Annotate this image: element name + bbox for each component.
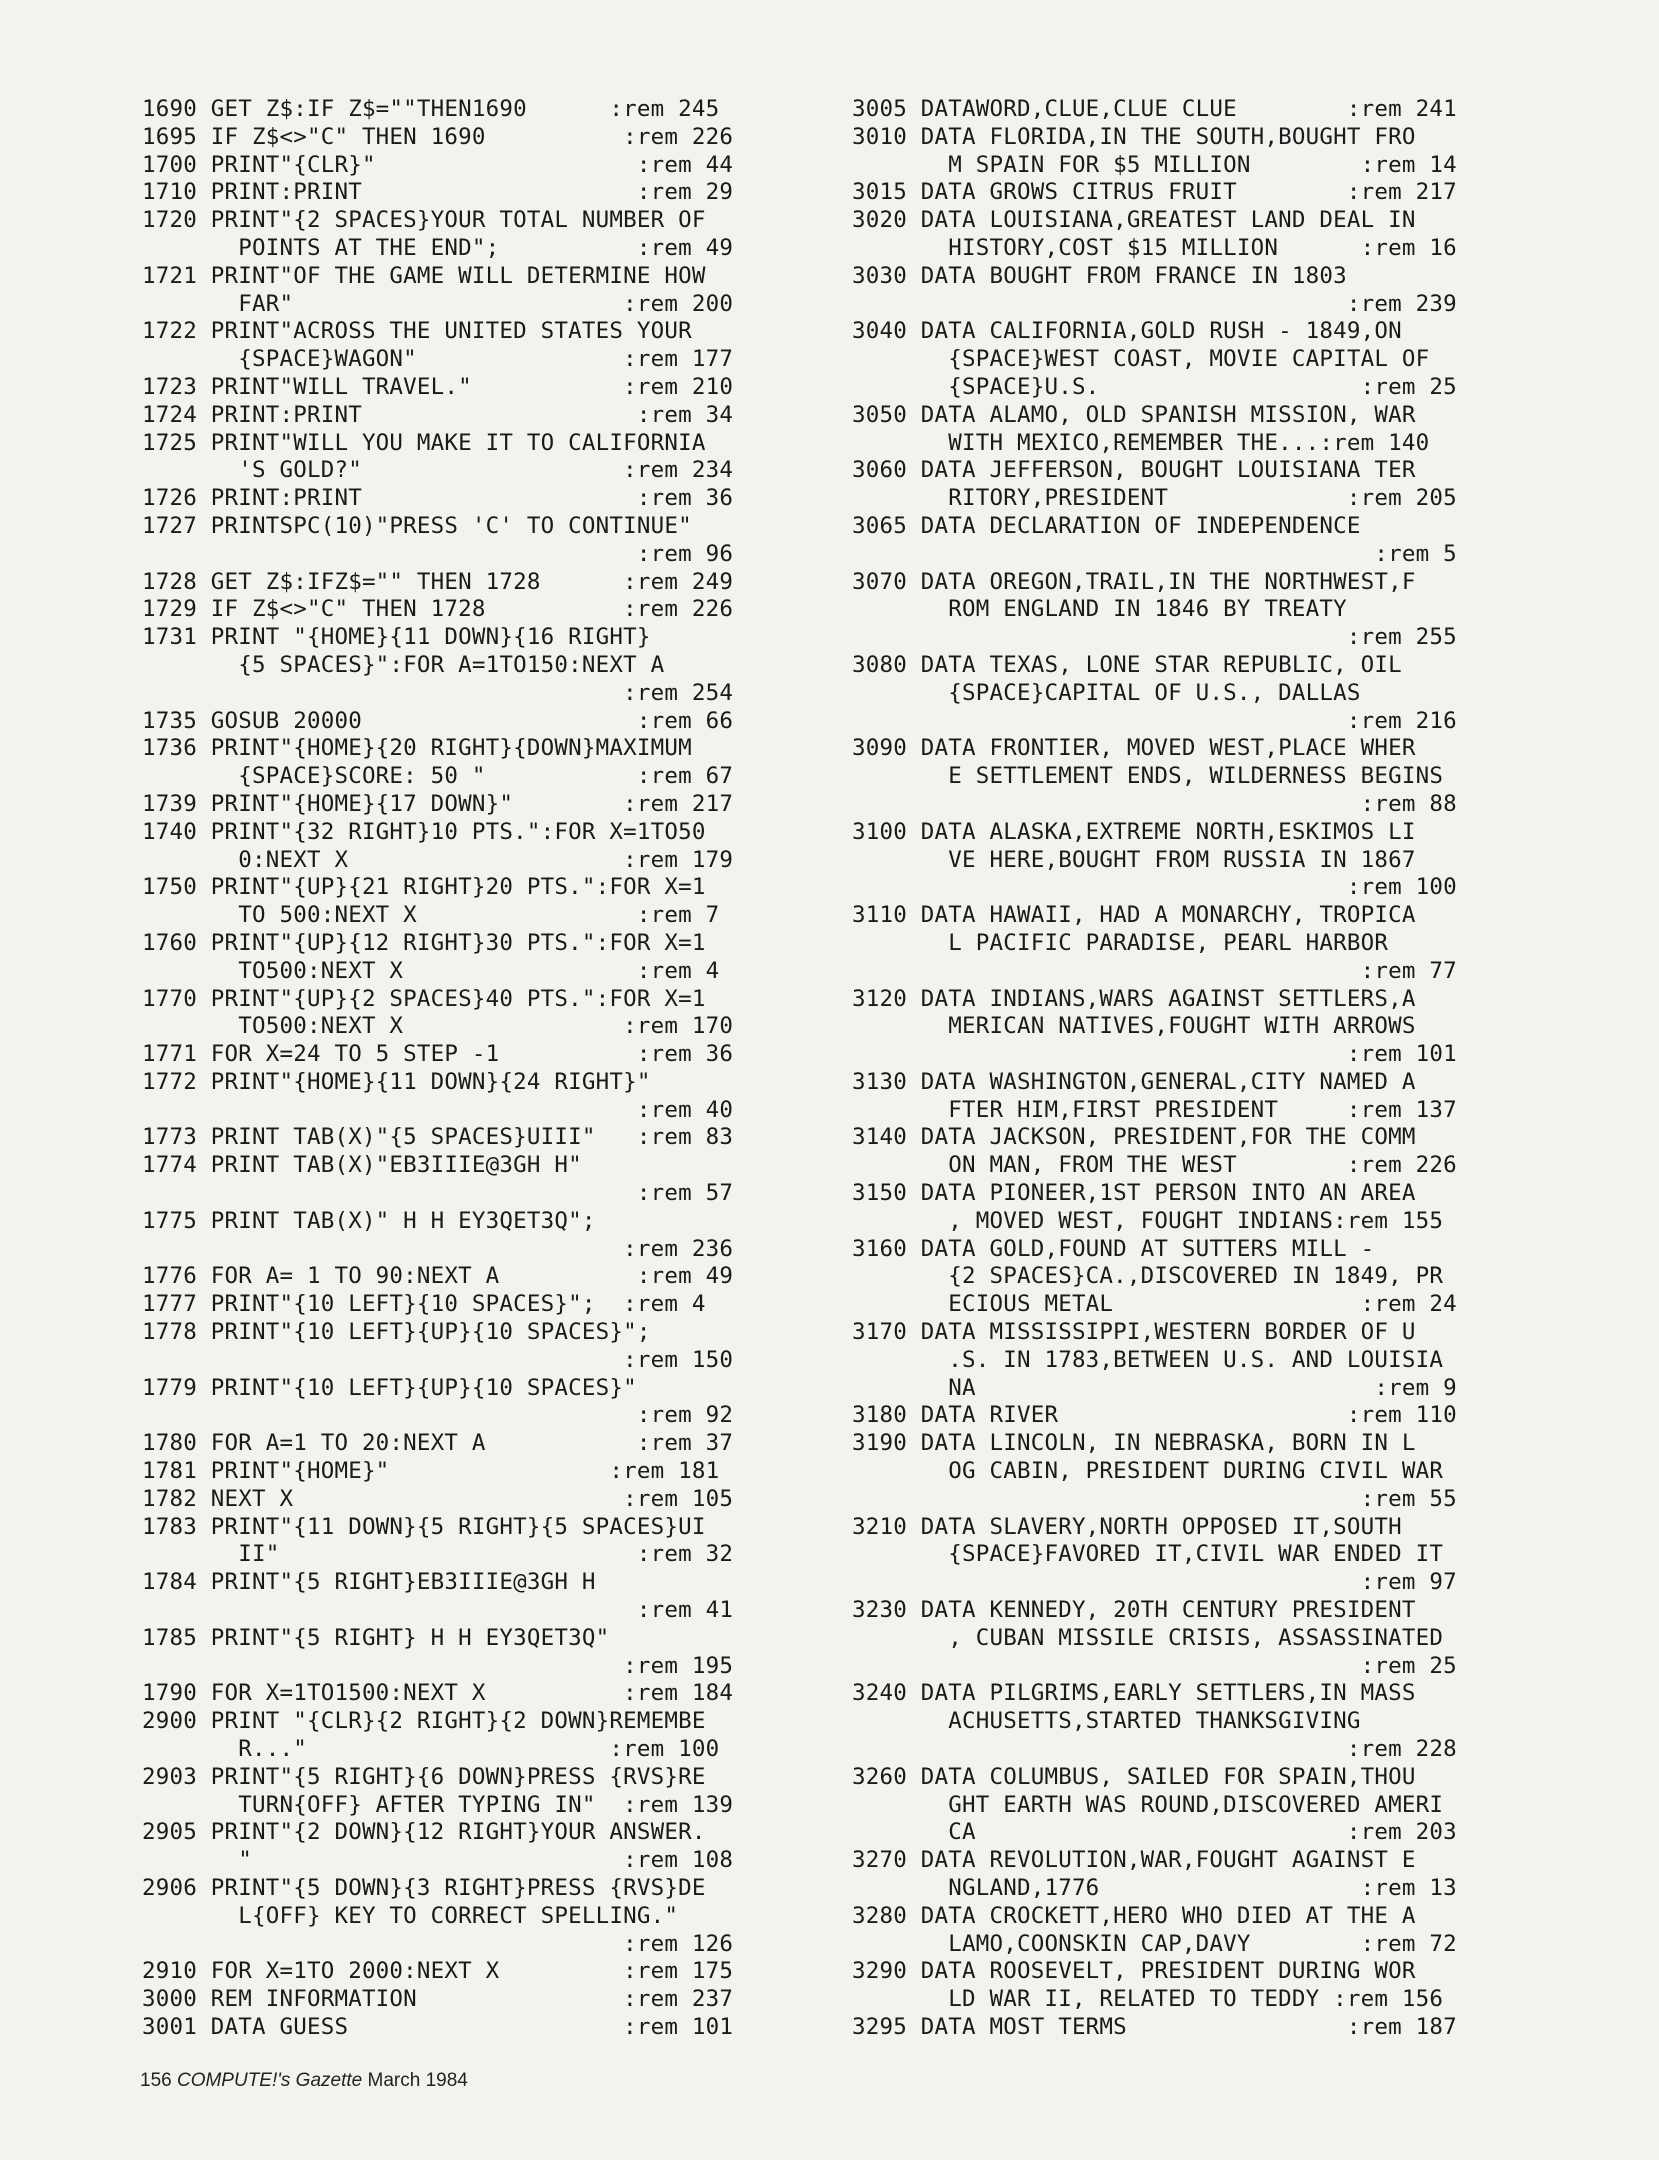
code-line: , MOVED WEST, FOUGHT INDIANS:rem 155	[852, 1207, 1444, 1234]
code-line: ECIOUS METAL :rem 24	[852, 1291, 1457, 1318]
code-line: 3290 DATA ROOSEVELT, PRESIDENT DURING WOR	[852, 1958, 1416, 1985]
code-line: R..." :rem 100	[142, 1736, 720, 1763]
code-line: 0:NEXT X :rem 179	[142, 846, 734, 873]
code-line: 3140 DATA JACKSON, PRESIDENT,FOR THE COMM	[852, 1124, 1416, 1151]
code-line: 1740 PRINT"{32 RIGHT}10 PTS.":FOR X=1TO50	[142, 818, 706, 845]
code-line: {SPACE}U.S. :rem 25	[852, 373, 1457, 400]
code-line: 1776 FOR A= 1 TO 90:NEXT A :rem 49	[142, 1263, 734, 1290]
code-line: 3080 DATA TEXAS, LONE STAR REPUBLIC, OIL	[852, 651, 1402, 678]
code-line: 3240 DATA PILGRIMS,EARLY SETTLERS,IN MASS	[852, 1680, 1416, 1707]
code-line: ROM ENGLAND IN 1846 BY TREATY	[852, 596, 1347, 623]
code-line: TO500:NEXT X :rem 170	[142, 1013, 734, 1040]
code-line: :rem 100	[852, 874, 1457, 901]
code-line: :rem 96	[142, 540, 734, 567]
code-line: 3160 DATA GOLD,FOUND AT SUTTERS MILL -	[852, 1235, 1375, 1262]
code-line: 1770 PRINT"{UP}{2 SPACES}40 PTS.":FOR X=1	[142, 985, 706, 1012]
code-line: 1736 PRINT"{HOME}{20 RIGHT}{DOWN}MAXIMUM	[142, 735, 692, 762]
code-line: {2 SPACES}CA.,DISCOVERED IN 1849, PR	[852, 1263, 1444, 1290]
code-line: :rem 57	[142, 1180, 734, 1207]
code-line: 'S GOLD?" :rem 234	[142, 457, 734, 484]
code-line: 1777 PRINT"{10 LEFT}{10 SPACES}"; :rem 4	[142, 1291, 706, 1318]
code-line: 3100 DATA ALASKA,EXTREME NORTH,ESKIMOS LI	[852, 818, 1416, 845]
code-line: {SPACE}WEST COAST, MOVIE CAPITAL OF	[852, 346, 1430, 373]
code-line: 1710 PRINT:PRINT :rem 29	[142, 179, 734, 206]
code-line: 3060 DATA JEFFERSON, BOUGHT LOUISIANA TER	[852, 457, 1416, 484]
code-line: 1775 PRINT TAB(X)" H H EY3QET3Q";	[142, 1207, 596, 1234]
code-line: :rem 236	[142, 1235, 734, 1262]
listing-column-right	[852, 96, 1552, 2042]
code-line: 2905 PRINT"{2 DOWN}{12 RIGHT}YOUR ANSWER.	[142, 1819, 706, 1846]
code-line: :rem 239	[852, 290, 1457, 317]
code-line: 1700 PRINT"{CLR}" :rem 44	[142, 151, 734, 178]
code-line: ACHUSETTS,STARTED THANKSGIVING	[852, 1708, 1361, 1735]
code-line: 1721 PRINT"OF THE GAME WILL DETERMINE HOW	[142, 262, 706, 289]
code-line: POINTS AT THE END"; :rem 49	[142, 234, 734, 261]
code-line: {SPACE}CAPITAL OF U.S., DALLAS	[852, 679, 1361, 706]
code-line: TO 500:NEXT X :rem 7	[142, 902, 720, 929]
code-line: 1729 IF Z$<>"C" THEN 1728 :rem 226	[142, 596, 734, 623]
code-line: :rem 101	[852, 1041, 1457, 1068]
code-line: :rem 195	[142, 1652, 734, 1679]
code-line: 1781 PRINT"{HOME}" :rem 181	[142, 1458, 720, 1485]
code-line: :rem 254	[142, 679, 734, 706]
code-line: 1725 PRINT"WILL YOU MAKE IT TO CALIFORNIA	[142, 429, 706, 456]
listing-column-left	[142, 96, 824, 2042]
code-line: :rem 77	[852, 957, 1457, 984]
code-line: 3260 DATA COLUMBUS, SAILED FOR SPAIN,THOU	[852, 1763, 1416, 1790]
code-line: WITH MEXICO,REMEMBER THE...:rem 140	[852, 429, 1430, 456]
code-line: 3170 DATA MISSISSIPPI,WESTERN BORDER OF U	[852, 1319, 1416, 1346]
code-line: :rem 41	[142, 1597, 734, 1624]
code-line: NGLAND,1776 :rem 13	[852, 1875, 1457, 1901]
code-line: CA :rem 203	[852, 1819, 1457, 1846]
code-line: {SPACE}WAGON" :rem 177	[142, 346, 734, 373]
code-line: 3005 DATAWORD,CLUE,CLUE CLUE :rem 241	[852, 96, 1457, 122]
code-line: TO500:NEXT X :rem 4	[142, 957, 720, 984]
code-line: 3110 DATA HAWAII, HAD A MONARCHY, TROPICA	[852, 902, 1416, 929]
code-line: 3065 DATA DECLARATION OF INDEPENDENCE	[852, 512, 1361, 539]
code-line: OG CABIN, PRESIDENT DURING CIVIL WAR	[852, 1458, 1444, 1485]
code-line: 1735 GOSUB 20000 :rem 66	[142, 707, 734, 734]
code-line: 3015 DATA GROWS CITRUS FRUIT :rem 217	[852, 179, 1457, 206]
code-line: .S. IN 1783,BETWEEN U.S. AND LOUISIA	[852, 1346, 1444, 1373]
code-line: 1723 PRINT"WILL TRAVEL." :rem 210	[142, 373, 734, 400]
page-number: 156	[140, 2070, 172, 2091]
code-line: 2903 PRINT"{5 RIGHT}{6 DOWN}PRESS {RVS}RE	[142, 1763, 706, 1790]
code-line: 3120 DATA INDIANS,WARS AGAINST SETTLERS,A	[852, 985, 1416, 1012]
code-line: 1785 PRINT"{5 RIGHT} H H EY3QET3Q"	[142, 1624, 610, 1651]
code-line: {SPACE}FAVORED IT,CIVIL WAR ENDED IT	[852, 1541, 1444, 1568]
code-line: 3150 DATA PIONEER,1ST PERSON INTO AN AREA	[852, 1180, 1416, 1207]
code-line: 1760 PRINT"{UP}{12 RIGHT}30 PTS.":FOR X=1	[142, 929, 706, 956]
code-line: {5 SPACES}":FOR A=1TO150:NEXT A	[142, 651, 665, 678]
code-line: LAMO,COONSKIN CAP,DAVY :rem 72	[852, 1930, 1457, 1957]
code-line: {SPACE}SCORE: 50 " :rem 67	[142, 763, 734, 790]
code-line: 2900 PRINT "{CLR}{2 RIGHT}{2 DOWN}REMEMBE	[142, 1708, 706, 1735]
magazine-title: COMPUTE!'s Gazette	[176, 2070, 363, 2091]
code-line: RITORY,PRESIDENT :rem 205	[852, 485, 1457, 512]
code-line: 3070 DATA OREGON,TRAIL,IN THE NORTHWEST,F	[852, 568, 1416, 595]
code-line: GHT EARTH WAS ROUND,DISCOVERED AMERI	[852, 1791, 1444, 1818]
code-line: 3050 DATA ALAMO, OLD SPANISH MISSION, WAR	[852, 401, 1416, 428]
code-line: 1731 PRINT "{HOME}{11 DOWN}{16 RIGHT}	[142, 624, 651, 651]
code-line: 1695 IF Z$<>"C" THEN 1690 :rem 226	[142, 123, 734, 150]
code-line: 1750 PRINT"{UP}{21 RIGHT}20 PTS.":FOR X=1	[142, 874, 706, 901]
code-line: FAR" :rem 200	[142, 290, 734, 317]
code-line: 2910 FOR X=1TO 2000:NEXT X :rem 175	[142, 1958, 734, 1985]
code-line: :rem 5	[852, 540, 1457, 567]
code-line: 1772 PRINT"{HOME}{11 DOWN}{24 RIGHT}"	[142, 1068, 651, 1095]
code-line: :rem 97	[852, 1569, 1457, 1596]
code-line: 1790 FOR X=1TO1500:NEXT X :rem 184	[142, 1680, 734, 1707]
code-line: FTER HIM,FIRST PRESIDENT :rem 137	[852, 1096, 1457, 1123]
code-line: 3180 DATA RIVER :rem 110	[852, 1402, 1457, 1429]
code-line: 3020 DATA LOUISIANA,GREATEST LAND DEAL IN	[852, 207, 1416, 234]
code-line: 3040 DATA CALIFORNIA,GOLD RUSH - 1849,ON	[852, 318, 1402, 345]
code-line: 2906 PRINT"{5 DOWN}{3 RIGHT}PRESS {RVS}DE	[142, 1875, 706, 1901]
code-line: :rem 126	[142, 1930, 734, 1957]
code-line: 1724 PRINT:PRINT :rem 34	[142, 401, 734, 428]
code-line: L PACIFIC PARADISE, PEARL HARBOR	[852, 929, 1389, 956]
code-line: 1726 PRINT:PRINT :rem 36	[142, 485, 734, 512]
code-line: 3030 DATA BOUGHT FROM FRANCE IN 1803	[852, 262, 1347, 289]
code-line: :rem 55	[852, 1485, 1457, 1512]
code-line: 3230 DATA KENNEDY, 20TH CENTURY PRESIDENT	[852, 1597, 1416, 1624]
code-line: 3295 DATA MOST TERMS :rem 187	[852, 2013, 1457, 2040]
code-line: 1780 FOR A=1 TO 20:NEXT A :rem 37	[142, 1430, 734, 1457]
code-line: ON MAN, FROM THE WEST :rem 226	[852, 1152, 1457, 1179]
code-line: , CUBAN MISSILE CRISIS, ASSASSINATED	[852, 1624, 1444, 1651]
code-line: 1782 NEXT X :rem 105	[142, 1485, 734, 1512]
code-line: 1722 PRINT"ACROSS THE UNITED STATES YOUR	[142, 318, 692, 345]
code-line: LD WAR II, RELATED TO TEDDY :rem 156	[852, 1986, 1444, 2013]
code-line: 3280 DATA CROCKETT,HERO WHO DIED AT THE A	[852, 1902, 1416, 1929]
code-line: 3001 DATA GUESS :rem 101	[142, 2013, 734, 2040]
code-line: :rem 150	[142, 1346, 734, 1373]
code-line: :rem 92	[142, 1402, 734, 1429]
code-line: 3130 DATA WASHINGTON,GENERAL,CITY NAMED A	[852, 1068, 1416, 1095]
code-line: 3010 DATA FLORIDA,IN THE SOUTH,BOUGHT FRO	[852, 123, 1416, 150]
code-line: TURN{OFF} AFTER TYPING IN" :rem 139	[142, 1791, 734, 1818]
code-line: 3190 DATA LINCOLN, IN NEBRASKA, BORN IN L	[852, 1430, 1416, 1457]
code-line: 3090 DATA FRONTIER, MOVED WEST,PLACE WHER	[852, 735, 1416, 762]
code-line: :rem 88	[852, 790, 1457, 817]
code-line: :rem 25	[852, 1652, 1457, 1679]
code-line: MERICAN NATIVES,FOUGHT WITH ARROWS	[852, 1013, 1416, 1040]
code-line: 1728 GET Z$:IFZ$="" THEN 1728 :rem 249	[142, 568, 734, 595]
page-footer	[140, 2070, 468, 2092]
program-listing-right	[852, 96, 1552, 2042]
code-line: 1739 PRINT"{HOME}{17 DOWN}" :rem 217	[142, 790, 734, 817]
code-line: M SPAIN FOR $5 MILLION :rem 14	[852, 151, 1457, 178]
code-line: E SETTLEMENT ENDS, WILDERNESS BEGINS	[852, 763, 1444, 790]
code-line: 1720 PRINT"{2 SPACES}YOUR TOTAL NUMBER OF	[142, 207, 706, 234]
code-line: :rem 228	[852, 1736, 1457, 1763]
code-line: 1774 PRINT TAB(X)"EB3IIIE@3GH H"	[142, 1152, 582, 1179]
code-line: 1784 PRINT"{5 RIGHT}EB3IIIE@3GH H	[142, 1569, 596, 1596]
code-line: NA :rem 9	[852, 1374, 1457, 1401]
program-listing-left	[142, 96, 824, 2042]
code-line: HISTORY,COST $15 MILLION :rem 16	[852, 234, 1457, 261]
code-line: 1783 PRINT"{11 DOWN}{5 RIGHT}{5 SPACES}UI	[142, 1513, 706, 1540]
code-line: II" :rem 32	[142, 1541, 734, 1568]
code-line: 1773 PRINT TAB(X)"{5 SPACES}UIII" :rem 83	[142, 1124, 734, 1151]
code-line: :rem 216	[852, 707, 1457, 734]
code-line: VE HERE,BOUGHT FROM RUSSIA IN 1867	[852, 846, 1416, 873]
code-line: 3210 DATA SLAVERY,NORTH OPPOSED IT,SOUTH	[852, 1513, 1402, 1540]
code-line: 1727 PRINTSPC(10)"PRESS 'C' TO CONTINUE"	[142, 512, 692, 539]
code-line: 3270 DATA REVOLUTION,WAR,FOUGHT AGAINST E	[852, 1847, 1416, 1874]
code-line: 1779 PRINT"{10 LEFT}{UP}{10 SPACES}"	[142, 1374, 637, 1401]
code-line: 3000 REM INFORMATION :rem 237	[142, 1986, 734, 2013]
issue-date: March 1984	[367, 2070, 468, 2091]
code-line: 1778 PRINT"{10 LEFT}{UP}{10 SPACES}";	[142, 1319, 651, 1346]
code-line: 1690 GET Z$:IF Z$=""THEN1690 :rem 245	[142, 96, 720, 122]
code-line: " :rem 108	[142, 1847, 734, 1874]
code-line: :rem 255	[852, 624, 1457, 651]
code-line: L{OFF} KEY TO CORRECT SPELLING."	[142, 1902, 679, 1929]
code-line: :rem 40	[142, 1096, 734, 1123]
code-line: 1771 FOR X=24 TO 5 STEP -1 :rem 36	[142, 1041, 734, 1068]
